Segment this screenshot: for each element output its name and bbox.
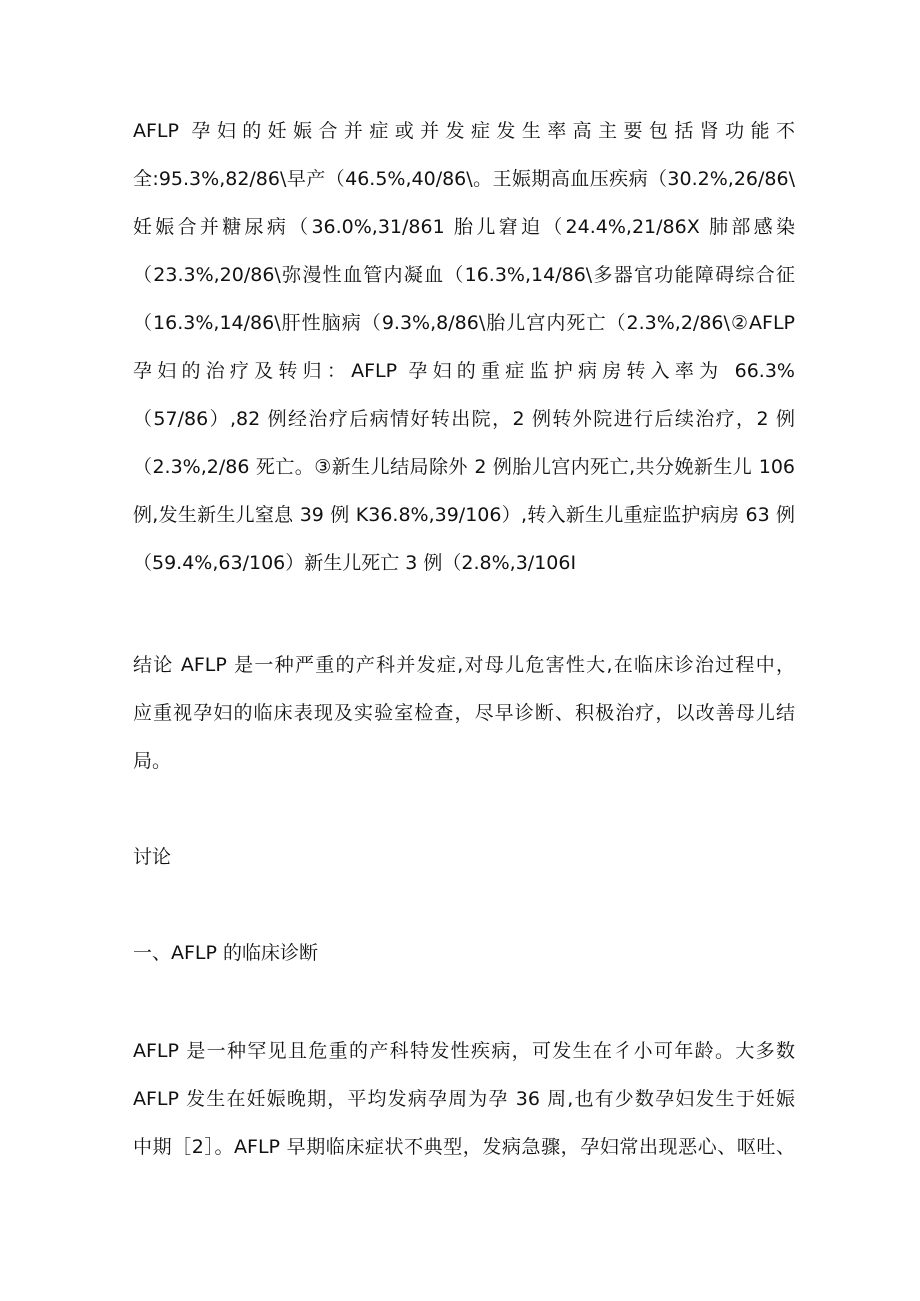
results-paragraph-line-6: 孕妇的治疗及转归：AFLP 孕妇的重症监护病房转入率为 66.3% — [133, 360, 795, 382]
diagnosis-paragraph-line-1: AFLP 是一种罕见且危重的产科特发性疾病，可发生在彳小可年龄。大多数 — [133, 1040, 795, 1062]
results-paragraph-line-5: （16.3%,14/86\肝性脑病（9.3%,8/86\胎儿宫内死亡（2.3%,2/86\②AFLP — [133, 312, 795, 334]
section-1-heading: 一、AFLP 的临床诊断 — [133, 942, 319, 964]
results-paragraph-line-9: 例,发生新生儿窒息 39 例 K36.8%,39/106）,转入新生儿重症监护病房 63 例 — [133, 504, 795, 526]
diagnosis-paragraph-line-2: AFLP 发生在妊娠晚期，平均发病孕周为孕 36 周,也有少数孕妇发生于妊娠 — [133, 1088, 795, 1110]
conclusion-paragraph-line-3: 局。 — [133, 750, 172, 772]
results-paragraph-line-4: （23.3%,20/86\弥漫性血管内凝血（16.3%,14/86\多器官功能障碍综合征 — [133, 264, 795, 286]
results-paragraph-line-3: 妊娠合并糖尿病（36.0%,31/861 胎儿窘迫（24.4%,21/86X 肺部感染 — [133, 216, 795, 238]
results-paragraph-line-8: （2.3%,2/86 死亡。③新生儿结局除外 2 例胎儿宫内死亡,共分娩新生儿 106 — [133, 456, 795, 478]
results-paragraph-line-10: （59.4%,63/106）新生儿死亡 3 例（2.8%,3/106I — [133, 552, 577, 574]
diagnosis-paragraph-line-3: 中期［2］。AFLP 早期临床症状不典型，发病急骤，孕妇常出现恶心、呕吐、 — [133, 1136, 795, 1158]
results-paragraph-line-7: （57/86）,82 例经治疗后病情好转出院，2 例转外院进行后续治疗，2 例 — [133, 408, 795, 430]
conclusion-paragraph-line-2: 应重视孕妇的临床表现及实验室检查，尽早诊断、积极治疗，以改善母儿结 — [133, 702, 795, 724]
results-paragraph-line-2: 全:95.3%,82/86\早产（46.5%,40/86\。王娠期高血压疾病（30.2%,26/86\ — [133, 168, 795, 190]
discussion-heading: 讨论 — [133, 846, 172, 868]
results-paragraph-line-1: AFLP 孕妇的妊娠合并症或并发症发生率高主要包括肾功能不 — [133, 120, 795, 142]
conclusion-paragraph-line-1: 结论 AFLP 是一种严重的产科并发症,对母儿危害性大,在临床诊治过程中， — [133, 654, 795, 676]
